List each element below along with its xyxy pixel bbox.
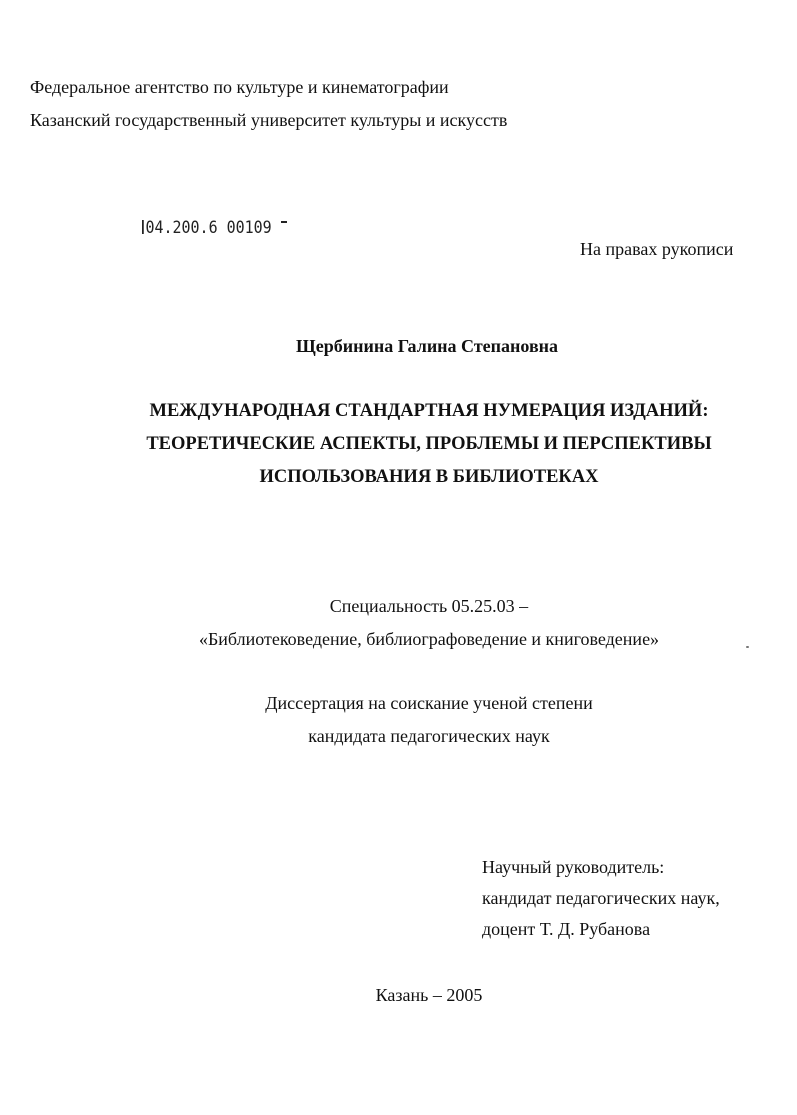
author-name: Щербинина Галина Степановна [295,336,559,356]
supervisor-label: Научный руководитель: [482,857,665,877]
registration-stamp [142,218,272,238]
scan-speck [746,646,749,648]
stamp-tick-mark [142,220,144,234]
dissertation-line-2: кандидата педагогических наук [308,726,550,746]
specialty-name: «Библиотековедение, библиографоведение и книговедение» [198,629,660,649]
dissertation-line-1: Диссертация на соискание ученой степени [265,693,593,713]
title-line-2: ТЕОРЕТИЧЕСКИЕ АСПЕКТЫ, ПРОБЛЕМЫ И ПЕРСПЕКТИВЫ [146,434,712,454]
supervisor-name: доцент Т. Д. Рубанова [482,919,651,939]
specialty-code: Специальность 05.25.03 – [329,596,529,616]
stamp-dash-mark [281,221,287,223]
stamp-number: 04.200.6 00109 [145,218,272,238]
title-line-1: МЕЖДУНАРОДНАЯ СТАНДАРТНАЯ НУМЕРАЦИЯ ИЗДАНИЙ: [149,401,709,421]
supervisor-degree: кандидат педагогических наук, [482,888,720,908]
title-line-3: ИСПОЛЬЗОВАНИЯ В БИБЛИОТЕКАХ [259,467,599,487]
agency-name: Федеральное агентство по культуре и кинематографии [30,77,449,97]
rights-note: На правах рукописи [580,239,734,259]
university-name: Казанский государственный университет культуры и искусств [30,110,508,130]
place-year: Казань – 2005 [375,985,483,1005]
